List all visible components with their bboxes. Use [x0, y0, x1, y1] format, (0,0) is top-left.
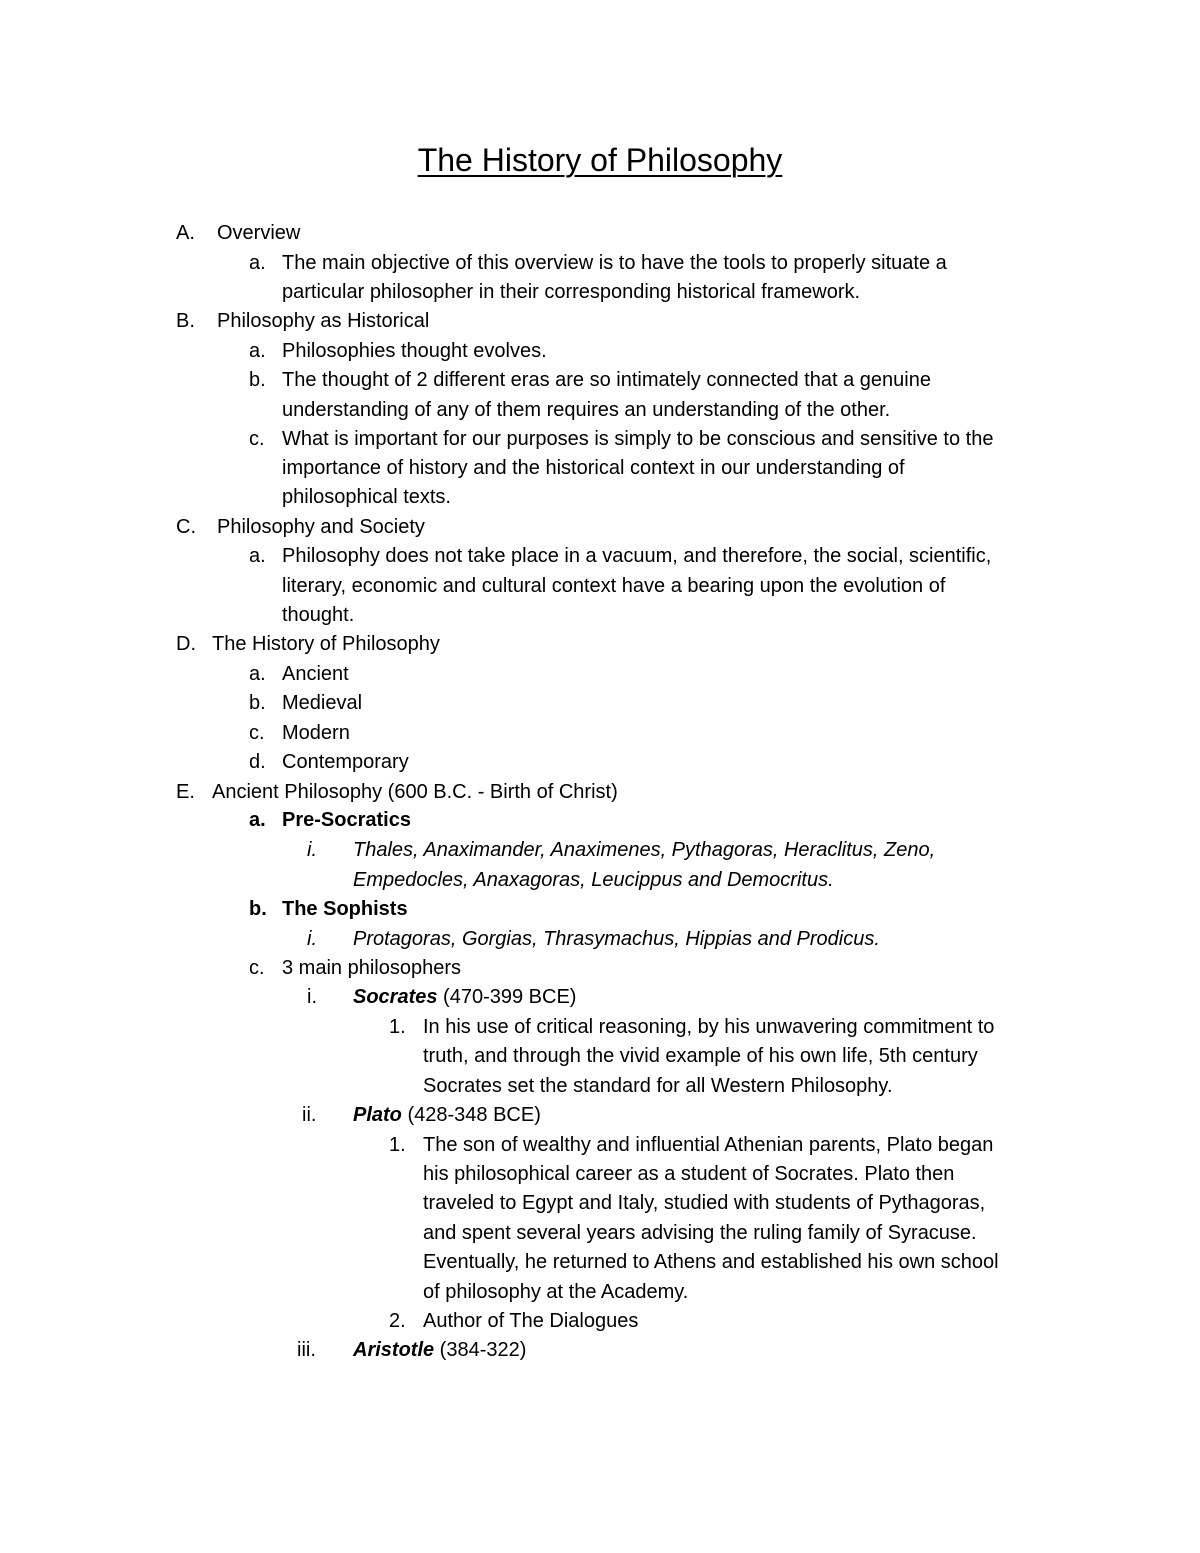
- outline-marker: d.: [249, 751, 266, 773]
- philosopher-heading: [353, 1335, 526, 1365]
- list-item-text: importance of history and the historical context in our understanding of: [282, 457, 905, 479]
- list-item-text: his philosophical career as a student of Socrates. Plato then: [423, 1163, 955, 1185]
- section-heading: Overview: [217, 222, 301, 244]
- list-item-text: Protagoras, Gorgias, Thrasymachus, Hippias and Prodicus.: [353, 928, 880, 950]
- list-item-text: and spent several years advising the ruling family of Syracuse.: [423, 1222, 977, 1244]
- list-item-text: Medieval: [282, 692, 363, 714]
- outline-marker: iii.: [297, 1339, 316, 1361]
- outline-marker: 1.: [389, 1016, 406, 1038]
- outline-marker: 1.: [389, 1134, 406, 1156]
- outline-marker: i.: [307, 928, 317, 950]
- outline-marker: b.: [249, 369, 266, 391]
- list-item-text: of philosophy at the Academy.: [423, 1281, 689, 1303]
- section-heading: Philosophy as Historical: [217, 310, 430, 332]
- list-item-text: The thought of 2 different eras are so intimately connected that a genuine: [282, 369, 931, 391]
- philosopher-name: Aristotle: [353, 1339, 435, 1361]
- philosopher-dates: (384-322): [434, 1339, 527, 1361]
- philosopher-heading: [353, 982, 576, 1012]
- list-item-text: Thales, Anaximander, Anaximenes, Pythagoras, Heraclitus, Zeno,: [353, 839, 936, 861]
- list-item-text: Ancient: [282, 663, 349, 685]
- outline-marker: c.: [249, 428, 265, 450]
- list-item-text: Philosophy does not take place in a vacuum, and therefore, the social, scientific,: [282, 545, 992, 567]
- outline-marker: i.: [307, 986, 317, 1008]
- outline-marker: c.: [249, 722, 265, 744]
- page-title: The History of Philosophy: [417, 142, 783, 178]
- philosopher-heading: [353, 1100, 541, 1130]
- outline-marker: C.: [176, 516, 196, 538]
- subsection-heading: 3 main philosophers: [282, 957, 461, 979]
- outline-marker: 2.: [389, 1310, 406, 1332]
- list-item-text: The son of wealthy and influential Athenian parents, Plato began: [423, 1134, 994, 1156]
- list-item-text: Modern: [282, 722, 350, 744]
- list-item-text: understanding of any of them requires an understanding of the other.: [282, 399, 891, 421]
- outline-marker: a.: [249, 545, 266, 567]
- outline-marker: a.: [249, 252, 266, 274]
- outline-marker: c.: [249, 957, 265, 979]
- section-heading: Ancient Philosophy (600 B.C. - Birth of Christ): [212, 781, 618, 803]
- philosopher-dates: (470-399 BCE): [437, 986, 577, 1008]
- outline-marker: a.: [249, 340, 266, 362]
- outline-marker: a.: [249, 809, 266, 831]
- list-item-text: traveled to Egypt and Italy, studied with students of Pythagoras,: [423, 1192, 986, 1214]
- list-item-text: The main objective of this overview is to have the tools to properly situate a: [282, 252, 947, 274]
- list-item-text: Philosophies thought evolves.: [282, 340, 547, 362]
- section-heading: Philosophy and Society: [217, 516, 425, 538]
- list-item-text: What is important for our purposes is simply to be conscious and sensitive to the: [282, 428, 994, 450]
- list-item-text: Contemporary: [282, 751, 409, 773]
- philosopher-name: Socrates: [353, 986, 438, 1008]
- list-item-text: truth, and through the vivid example of his own life, 5th century: [423, 1045, 978, 1067]
- list-item-text: Empedocles, Anaxagoras, Leucippus and Democritus.: [353, 869, 834, 891]
- philosopher-name: Plato: [353, 1104, 402, 1126]
- list-item-text: literary, economic and cultural context have a bearing upon the evolution of: [282, 575, 946, 597]
- list-item-text: philosophical texts.: [282, 486, 451, 508]
- outline-marker: b.: [249, 898, 267, 920]
- section-heading: The History of Philosophy: [212, 633, 440, 655]
- subsection-heading: The Sophists: [282, 898, 408, 920]
- outline-marker: B.: [176, 310, 195, 332]
- outline-marker: D.: [176, 633, 196, 655]
- list-item-text: Eventually, he returned to Athens and established his own school: [423, 1251, 999, 1273]
- subsection-heading: Pre-Socratics: [282, 809, 411, 831]
- outline-marker: i.: [307, 839, 317, 861]
- list-item-text: Author of The Dialogues: [423, 1310, 639, 1332]
- list-item-text: Socrates set the standard for all Western Philosophy.: [423, 1075, 893, 1097]
- outline-marker: b.: [249, 692, 266, 714]
- list-item-text: In his use of critical reasoning, by his unwavering commitment to: [423, 1016, 995, 1038]
- outline-marker: ii.: [302, 1104, 317, 1126]
- outline-marker: a.: [249, 663, 266, 685]
- outline-marker: A.: [176, 222, 195, 244]
- list-item-text: thought.: [282, 604, 355, 626]
- list-item-text: particular philosopher in their corresponding historical framework.: [282, 281, 861, 303]
- philosopher-dates: (428-348 BCE): [401, 1104, 541, 1126]
- outline-marker: E.: [176, 781, 195, 803]
